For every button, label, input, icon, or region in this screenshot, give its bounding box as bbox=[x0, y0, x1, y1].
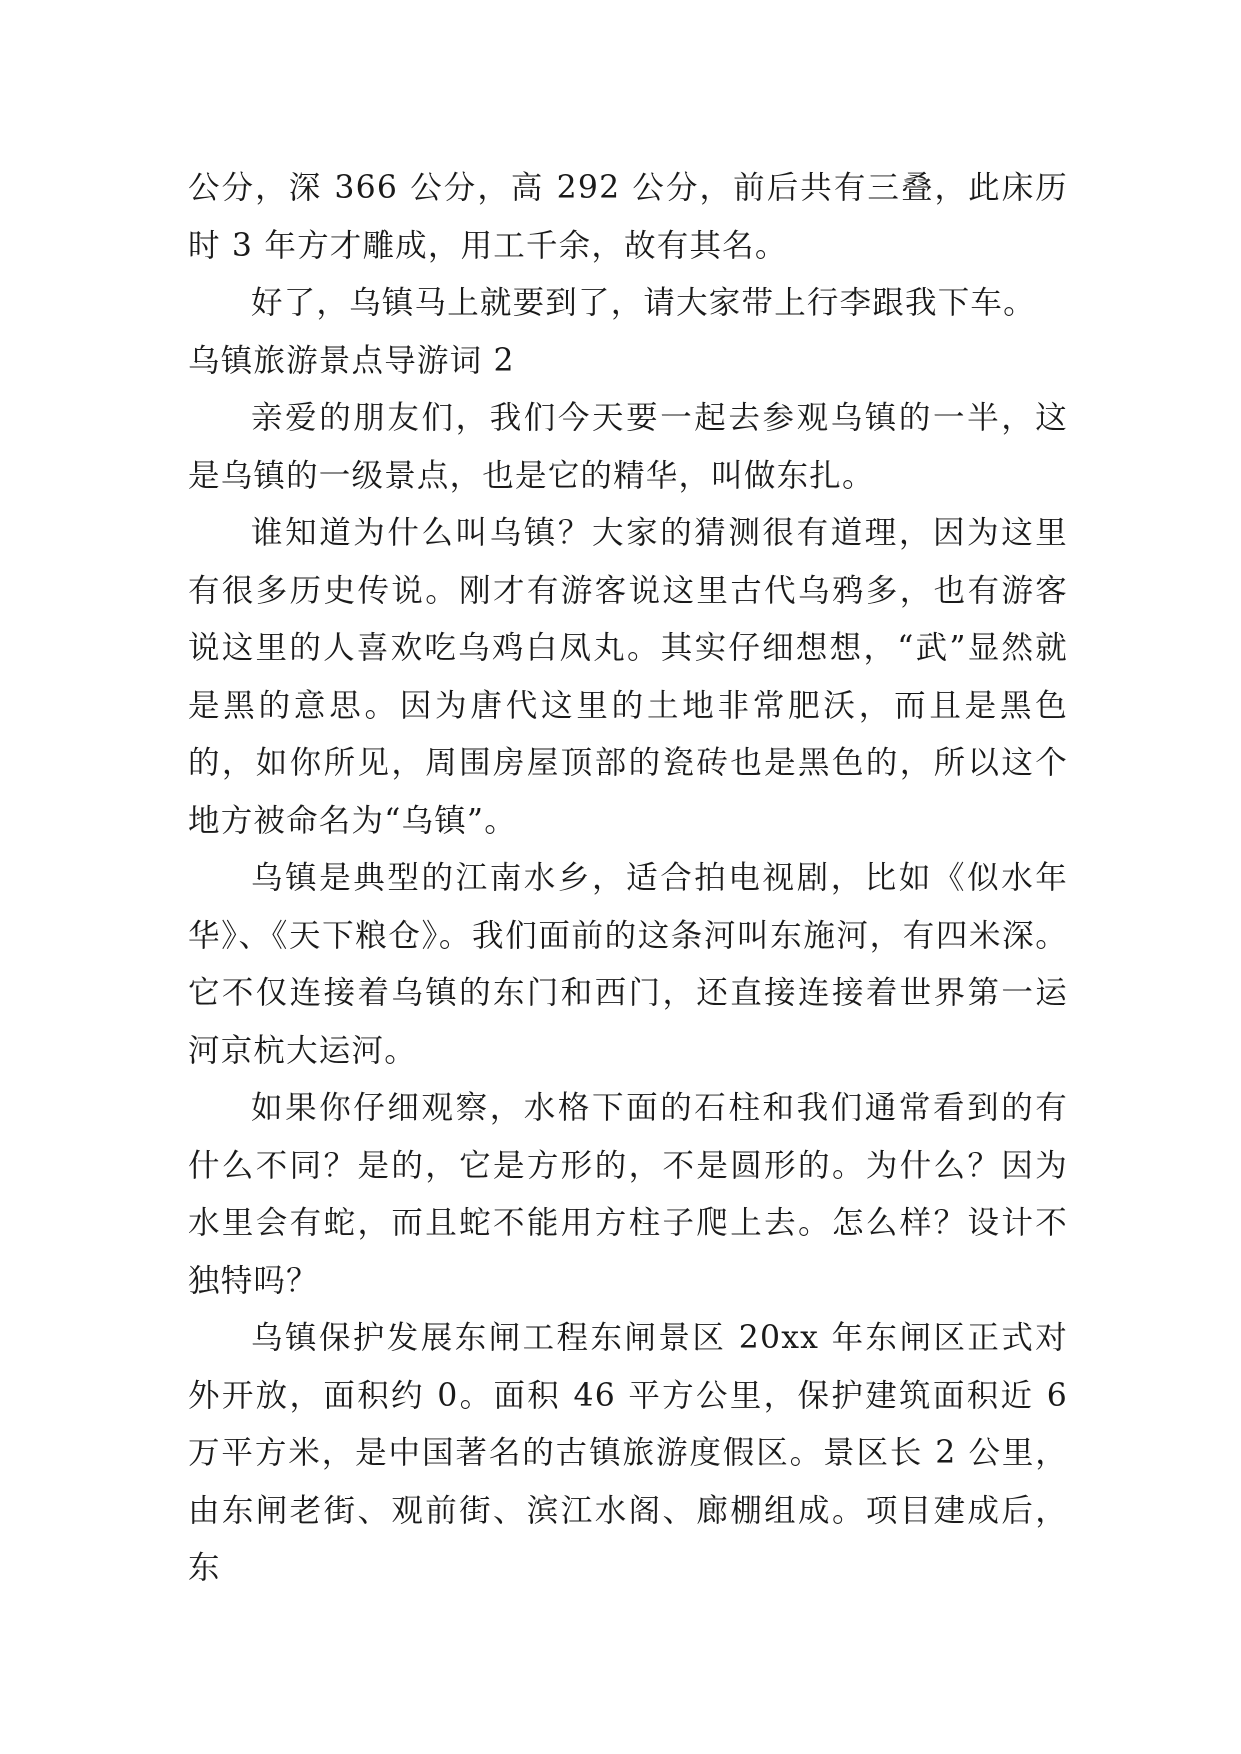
paragraph-stone-pillars: 如果你仔细观察，水格下面的石柱和我们通常看到的有什么不同？是的，它是方形的，不是圆形的。为什么？因为水里会有蛇，而且蛇不能用方柱子爬上去。怎么样？设计不独特吗？ bbox=[188, 1090, 1068, 1299]
paragraph-name-origin: 谁知道为什么叫乌镇？大家的猜测很有道理，因为这里有很多历史传说。刚才有游客说这里古代乌鸦多，也有游客说这里的人喜欢吃乌鸡白凤丸。其实仔细想想，“武”显然就是黑的意思。因为唐代这里的土地非常肥沃，而且是黑色的，如你所见，周围房屋顶部的瓷砖也是黑色的，所以这个地方被命名为“乌镇”。 bbox=[188, 515, 1068, 839]
paragraph-continuation: 公分，深 366 公分，高 292 公分，前后共有三叠，此床历时 3 年方才雕成，用工千余，故有其名。 bbox=[188, 170, 1068, 264]
section-heading: 乌镇旅游景点导游词 2 bbox=[188, 342, 515, 379]
paragraph-intro: 亲爱的朋友们，我们今天要一起去参观乌镇的一半，这是乌镇的一级景点，也是它的精华，叫做东扎。 bbox=[188, 400, 1068, 494]
paragraph-east-gate-project: 乌镇保护发展东闸工程东闸景区 20xx 年东闸区正式对外开放，面积约 0。面积 46 平方公里，保护建筑面积近 6 万平方米，是中国著名的古镇旅游度假区。景区长 2 公里，由东闸老街、观前街、滨江水阁、廊棚组成。项目建成后，东 bbox=[188, 1320, 1068, 1586]
paragraph-arrival-notice: 好了，乌镇马上就要到了，请大家带上行李跟我下车。 bbox=[251, 285, 1036, 321]
document-body bbox=[188, 160, 1068, 1598]
paragraph-water-town: 乌镇是典型的江南水乡，适合拍电视剧，比如《似水年华》、《天下粮仓》。我们面前的这条河叫东施河，有四米深。它不仅连接着乌镇的东门和西门，还直接连接着世界第一运河京杭大运河。 bbox=[188, 860, 1068, 1069]
